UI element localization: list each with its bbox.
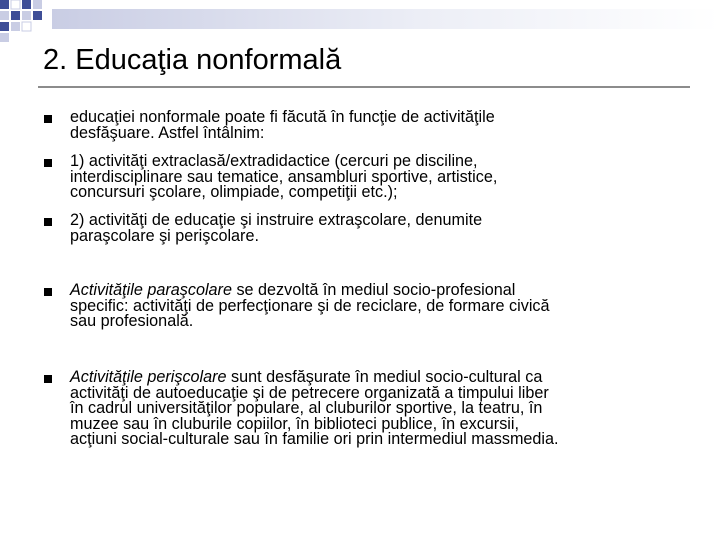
italic-term: Activităţile paraşcolare <box>70 281 232 299</box>
bullet-line: 1) activităţi extraclasă/extradidactice (cercuri pe disciline, <box>70 152 478 170</box>
decor-square <box>11 0 20 9</box>
decor-square <box>33 11 42 20</box>
italic-term: Activităţile perişcolare <box>70 368 227 386</box>
decor-square <box>22 22 31 31</box>
bullet-item <box>44 110 684 141</box>
bullet-line: concursuri şcolare, olimpiade, competiţii etc.); <box>70 183 398 202</box>
title-divider <box>38 86 690 88</box>
square-bullet-icon <box>44 375 52 383</box>
decor-square <box>0 11 9 20</box>
bullet-item <box>44 154 684 201</box>
bullet-line: educaţiei nonformale poate fi făcută în funcţie de activităţile <box>70 108 495 126</box>
square-bullet-icon <box>44 288 52 296</box>
square-bullet-icon <box>44 159 52 167</box>
decor-square <box>22 0 31 9</box>
page-title: 2. Educaţia nonformală <box>43 44 342 76</box>
bullet-item <box>44 283 684 330</box>
bullet-line: specific: activităţi de perfecţionare şi de reciclare, de formare civică <box>70 296 550 315</box>
decor-square <box>11 11 20 20</box>
bullet-line: acţiuni social-culturale sau în familie ori prin intermediul massmedia. <box>70 430 559 449</box>
bullet-item <box>44 213 684 244</box>
bullet-text <box>70 110 684 141</box>
square-bullet-icon <box>44 218 52 226</box>
bullet-text <box>70 154 684 201</box>
corner-decoration <box>0 0 720 50</box>
bullet-line: 2) activităţi de educaţie şi instruire extraşcolare, denumite <box>70 211 483 229</box>
bullet-line: sau profesională. <box>70 312 194 331</box>
bullet-text <box>70 370 684 448</box>
bullet-text <box>70 283 684 330</box>
bullet-line: desfăşuare. Astfel întâlnim: <box>70 123 265 142</box>
bullet-line: interdisciplinare sau tematice, ansambluri sportive, artistice, <box>70 167 498 186</box>
bullet-line: paraşcolare şi perişcolare. <box>70 226 259 245</box>
decor-fade-bar <box>52 9 720 29</box>
decor-square <box>0 0 9 9</box>
bullet-text <box>70 213 684 244</box>
bullet-item <box>44 370 684 448</box>
bullet-line: muzee sau în cluburile copiilor, în biblioteci publice, în excursii, <box>70 414 519 433</box>
bullet-line-rest: sunt desfăşurate în mediul socio-cultural ca <box>226 368 543 386</box>
decor-square <box>22 11 31 20</box>
bullet-line-rest: se dezvoltă în mediul socio-profesional <box>231 281 516 299</box>
decor-square <box>0 33 9 42</box>
bullet-line: în cadrul universităţilor populare, al cluburilor sportive, la teatru, în <box>70 399 543 418</box>
decor-square <box>0 22 9 31</box>
decor-square <box>11 22 20 31</box>
decor-square <box>33 0 42 9</box>
bullet-line: activităţi de autoeducaţie şi de petrecere organizată a timpului liber <box>70 383 549 402</box>
square-bullet-icon <box>44 115 52 123</box>
